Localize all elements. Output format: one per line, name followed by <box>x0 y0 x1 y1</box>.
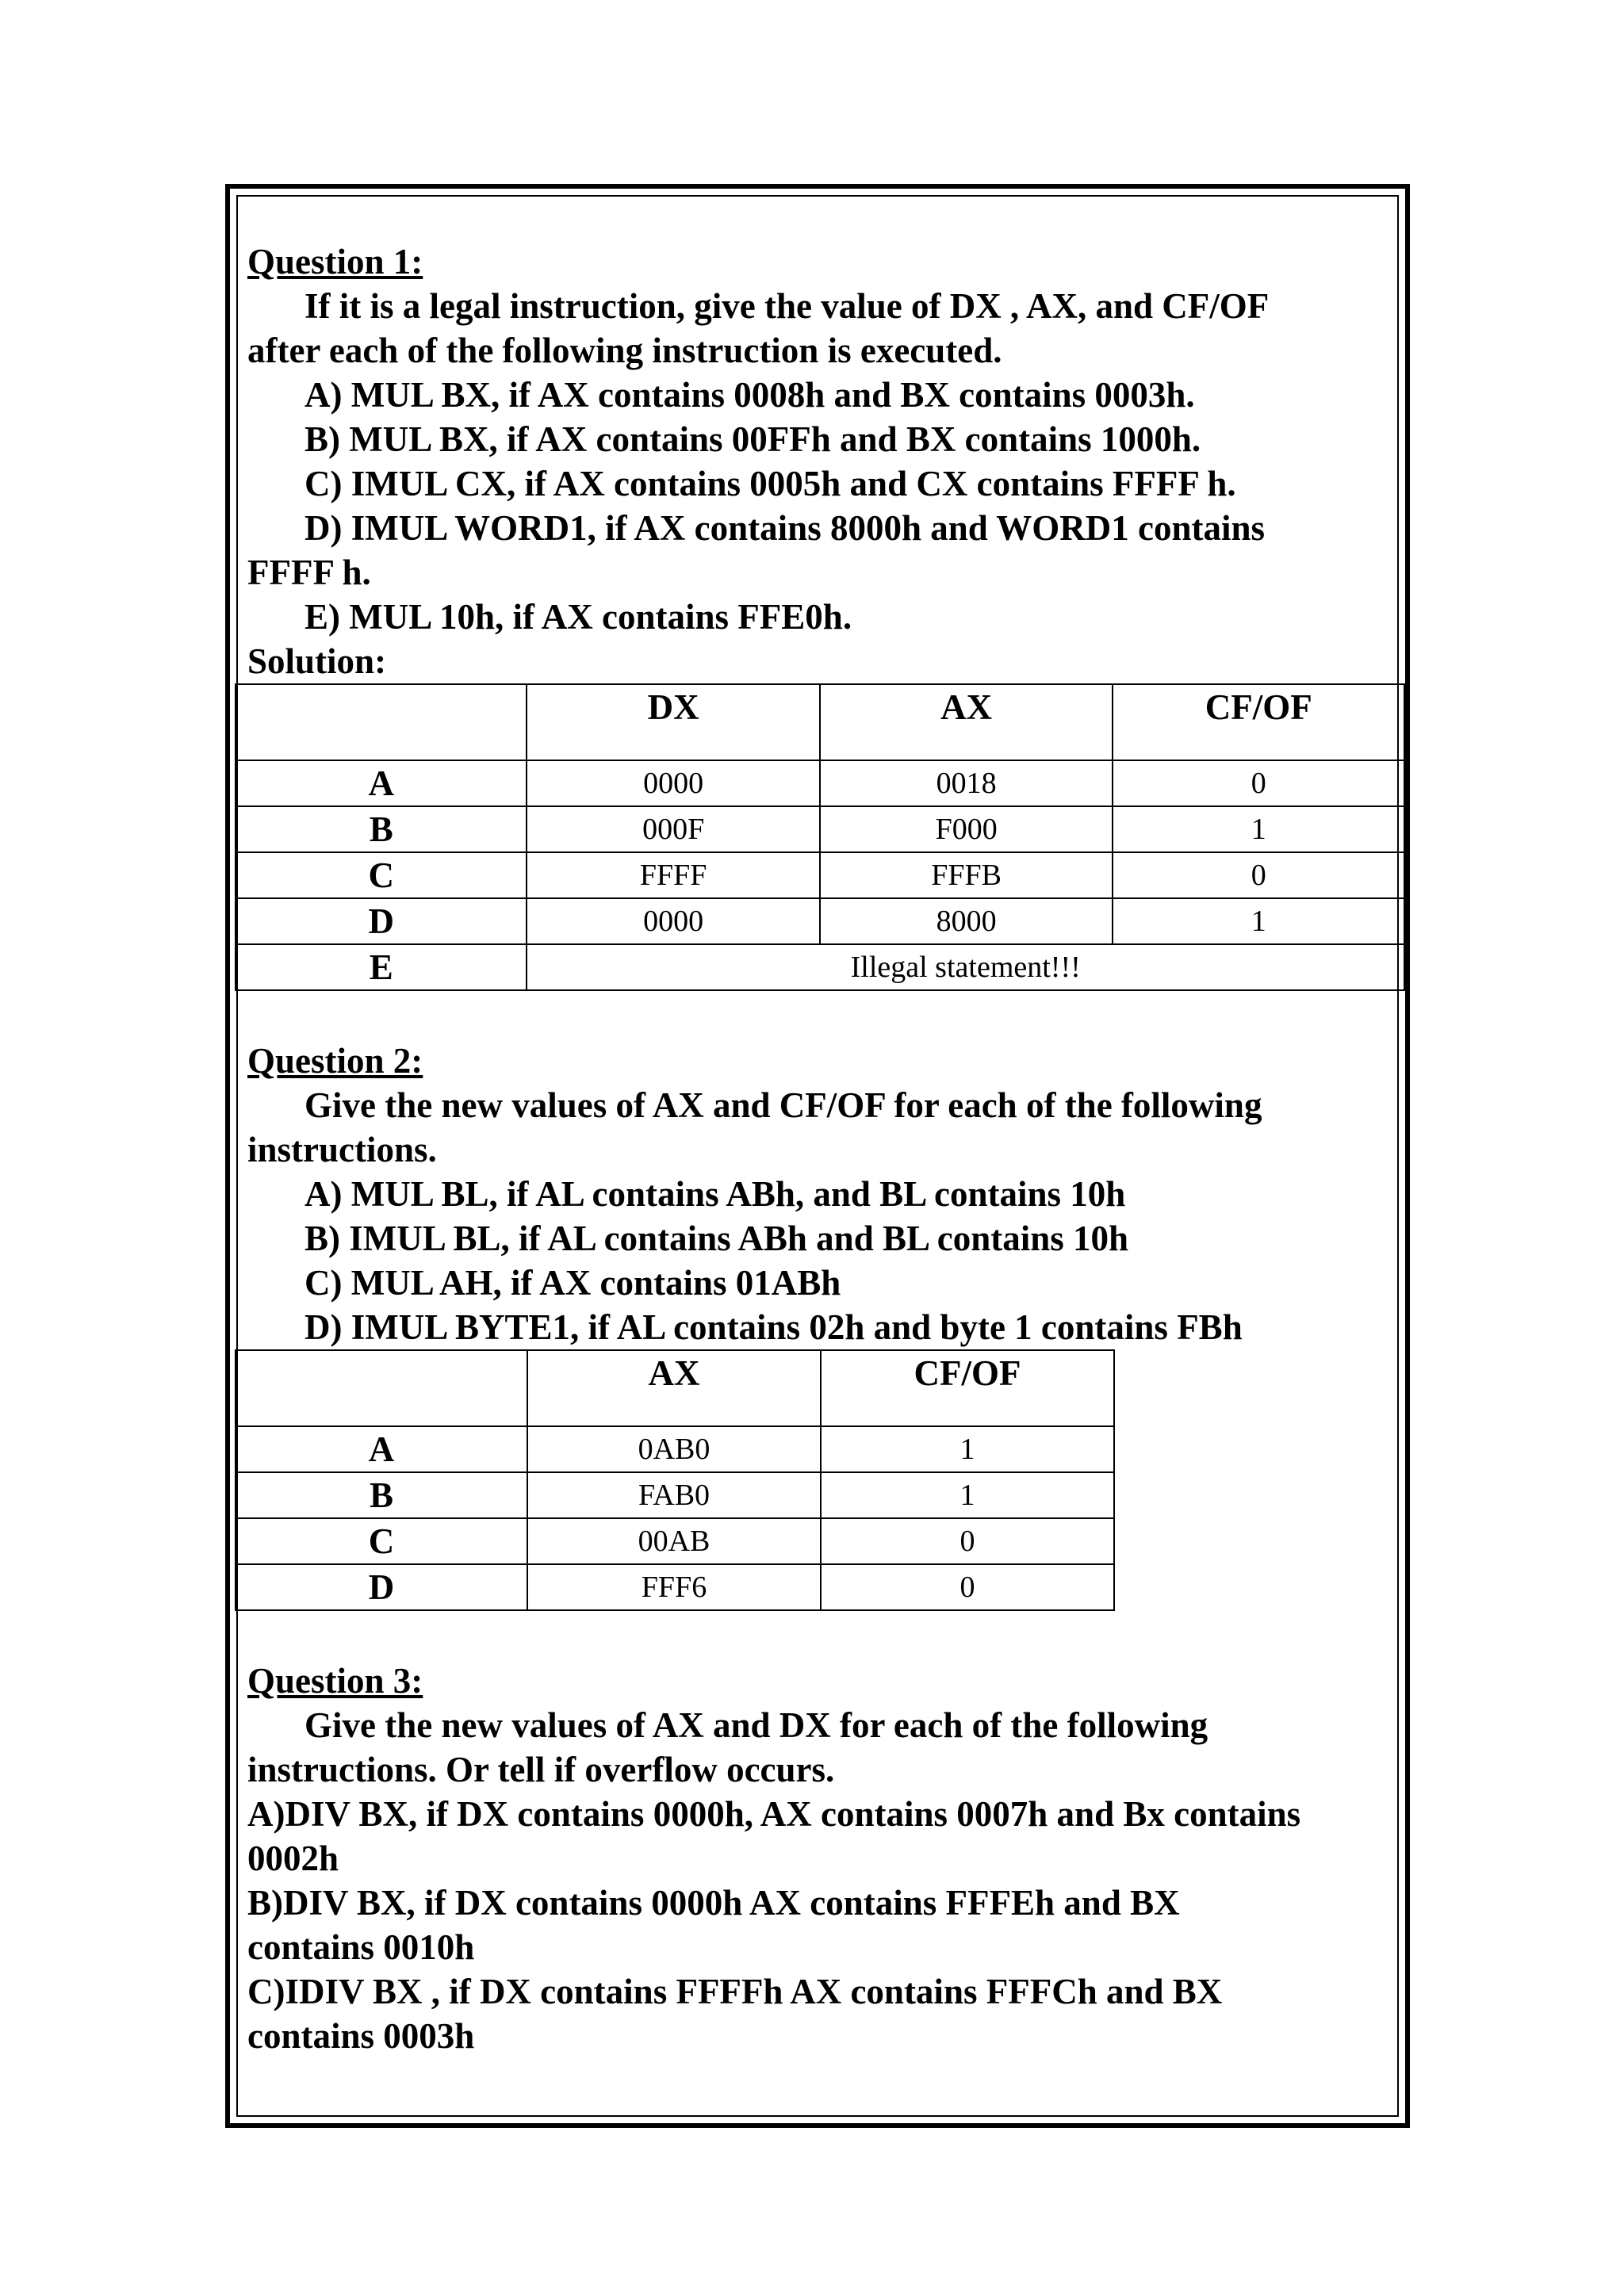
q3-item-c-cont: contains 0003h <box>247 2016 475 2056</box>
table-cell: FFFF <box>527 852 819 898</box>
table-header-row <box>236 1350 1114 1426</box>
q1-item-d-cont: FFFF h. <box>247 553 371 592</box>
row-label: A <box>236 1426 527 1472</box>
illegal-statement-cell: Illegal statement!!! <box>527 944 1404 990</box>
row-label: C <box>236 852 527 898</box>
q1-item-c: C) IMUL CX, if AX contains 0005h and CX contains FFFF h. <box>304 464 1236 503</box>
q2-item-a: A) MUL BL, if AL contains ABh, and BL contains 10h <box>304 1174 1126 1214</box>
q3-line: instructions. Or tell if overflow occurs. <box>247 1750 835 1789</box>
row-label: B <box>236 806 527 852</box>
q1-line: after each of the following instruction is executed. <box>247 331 1002 370</box>
q3-line: Give the new values of AX and DX for each of the following <box>304 1705 1208 1745</box>
document-content <box>247 239 1405 2058</box>
table-cell: 0 <box>1113 852 1404 898</box>
table-cell: 1 <box>821 1472 1114 1518</box>
table-row <box>236 898 1404 944</box>
q2-item-d: D) IMUL BYTE1, if AL contains 02h and byte 1 contains FBh <box>304 1307 1243 1347</box>
table-row <box>236 760 1404 806</box>
table-cell: FFF6 <box>527 1564 821 1610</box>
q3-item-b-cont: contains 0010h <box>247 1927 475 1967</box>
q1-item-b: B) MUL BX, if AX contains 00FFh and BX contains 1000h. <box>304 419 1201 459</box>
table-cell: F000 <box>820 806 1113 852</box>
table-cell: 0 <box>821 1518 1114 1564</box>
table-header-row <box>236 684 1404 760</box>
header-cell <box>236 684 527 760</box>
table-cell: 1 <box>1113 898 1404 944</box>
table-row <box>236 1564 1114 1610</box>
table-cell: 0 <box>821 1564 1114 1610</box>
q1-item-a: A) MUL BX, if AX contains 0008h and BX contains 0003h. <box>304 375 1195 415</box>
header-cell: CF/OF <box>1113 684 1404 760</box>
q2-item-c: C) MUL AH, if AX contains 01ABh <box>304 1263 841 1303</box>
q3-item-b: B)DIV BX, if DX contains 0000h AX contains FFFEh and BX <box>247 1883 1180 1923</box>
q1-solution-table <box>235 683 1405 991</box>
row-label: C <box>236 1518 527 1564</box>
table-cell: 1 <box>1113 806 1404 852</box>
q3-item-a: A)DIV BX, if DX contains 0000h, AX contains 0007h and Bx contains <box>247 1794 1301 1834</box>
table-cell: 000F <box>527 806 819 852</box>
q2-line: instructions. <box>247 1130 437 1169</box>
table-cell: FAB0 <box>527 1472 821 1518</box>
q3-item-c: C)IDIV BX , if DX contains FFFFh AX contains FFFCh and BX <box>247 1972 1223 2011</box>
q2-line: Give the new values of AX and CF/OF for each of the following <box>304 1085 1262 1125</box>
q2-item-b: B) IMUL BL, if AL contains ABh and BL contains 10h <box>304 1219 1129 1258</box>
row-label: E <box>236 944 527 990</box>
q2-heading: Question 2: <box>247 1041 423 1081</box>
q1-line: If it is a legal instruction, give the value of DX , AX, and CF/OF <box>304 286 1270 326</box>
table-row <box>236 1426 1114 1472</box>
table-row <box>236 1472 1114 1518</box>
table-cell: 0000 <box>527 898 819 944</box>
q1-solution-label: Solution: <box>247 641 387 681</box>
header-cell: AX <box>820 684 1113 760</box>
table-cell: 1 <box>821 1426 1114 1472</box>
table-cell: 0000 <box>527 760 819 806</box>
row-label: D <box>236 1564 527 1610</box>
table-cell: 8000 <box>820 898 1113 944</box>
header-cell: CF/OF <box>821 1350 1114 1426</box>
q2-solution-table <box>235 1349 1115 1611</box>
table-cell: 0018 <box>820 760 1113 806</box>
table-row <box>236 806 1404 852</box>
q1-heading: Question 1: <box>247 242 423 281</box>
q1-item-e: E) MUL 10h, if AX contains FFE0h. <box>304 597 852 637</box>
header-cell <box>236 1350 527 1426</box>
table-row <box>236 944 1404 990</box>
table-cell: 0 <box>1113 760 1404 806</box>
table-row <box>236 1518 1114 1564</box>
table-cell: 0AB0 <box>527 1426 821 1472</box>
table-cell: FFFB <box>820 852 1113 898</box>
table-cell: 00AB <box>527 1518 821 1564</box>
header-cell: AX <box>527 1350 821 1426</box>
q3-item-a-cont: 0002h <box>247 1839 339 1878</box>
header-cell: DX <box>527 684 819 760</box>
q3-heading: Question 3: <box>247 1661 423 1701</box>
q1-item-d: D) IMUL WORD1, if AX contains 8000h and WORD1 contains <box>304 508 1266 548</box>
row-label: B <box>236 1472 527 1518</box>
row-label: A <box>236 760 527 806</box>
row-label: D <box>236 898 527 944</box>
table-row <box>236 852 1404 898</box>
